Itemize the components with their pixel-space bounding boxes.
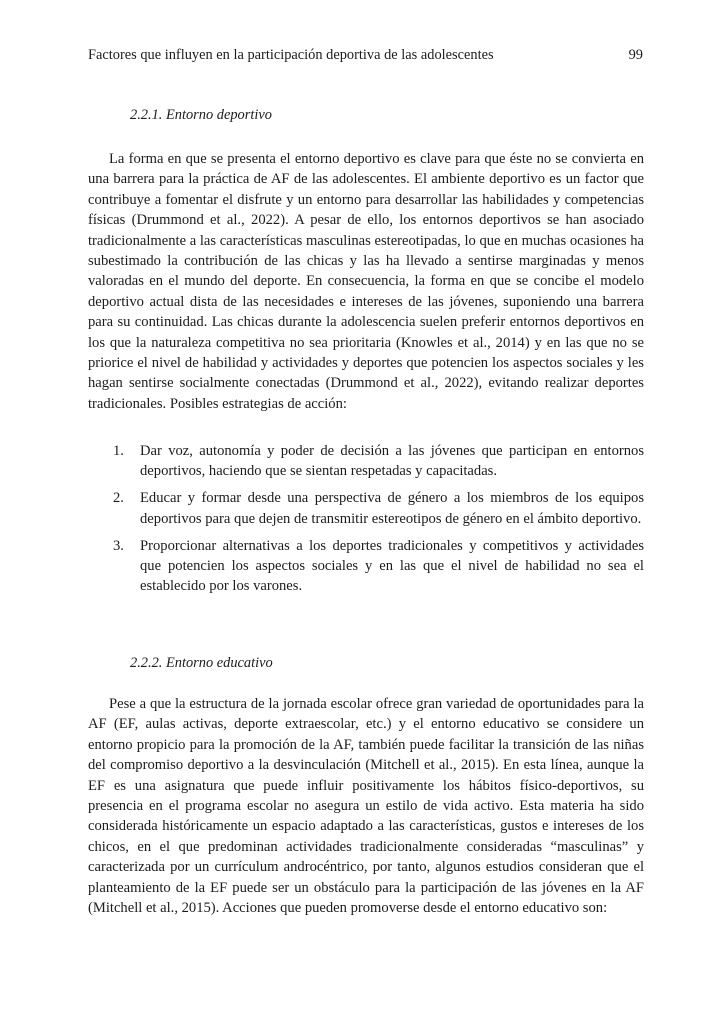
list-item-number: 1.	[113, 443, 124, 459]
page-number: 99	[628, 47, 643, 63]
list-item	[88, 441, 644, 482]
list-item	[88, 488, 644, 529]
list-item-number: 2.	[113, 490, 124, 507]
list-item-text: Educar y formar desde una perspectiva de género a los miembros de los equipos deportivos para que dejen de transmitir estereotipos de género en el ámbito deportivo.	[140, 490, 644, 527]
section-heading-entorno-educativo: 2.2.2. Entorno educativo	[130, 655, 273, 671]
running-title: Factores que influyen en la participación deportiva de las adolescentes	[88, 47, 494, 63]
body-paragraph-entorno-educativo: Pese a que la estructura de la jornada escolar ofrece gran variedad de oportunidades para la AF (EF, aulas activas, deporte extraescolar, etc.) y el entorno educativo se considere un entorno propicio para la promoción de la AF, también puede facilitar la transición de las niñas del compromiso deportivo a la desvinculación (Mitchell et al., 2015). En esta línea, aunque la EF es una asignatura que puede influir positivamente los hábitos físico-deportivos, su presencia en el programa escolar no asegura un estilo de vida activo. Esta materia ha sido considerada históricamente un espacio adaptado a las características, gustos e intereses de los chicos, en el que predominan actividades tradicionalmente consideradas “masculinas” y caracterizada por un currículum androcéntrico, por tanto, algunos estudios consideran que el planteamiento de la EF puede ser un obstáculo para la participación de las jóvenes en la AF (Mitchell et al., 2015). Acciones que pueden promoverse desde el entorno educativo son:	[88, 696, 644, 917]
section-heading-entorno-deportivo: 2.2.1. Entorno deportivo	[130, 107, 272, 123]
list-item-text: Proporcionar alternativas a los deportes tradicionales y competitivos y actividades que potencien los aspectos sociales y en las que el nivel de habilidad no sea el establecido por los varones.	[140, 537, 644, 595]
running-header	[88, 46, 643, 64]
body-paragraph-entorno-deportivo: La forma en que se presenta el entorno deportivo es clave para que éste no se convierta en una barrera para la práctica de AF de las adolescentes. El ambiente deportivo es un factor que contribuye a fomentar el disfrute y un entorno para desarrollar las habilidades y competencias físicas (Drummond et al., 2022). A pesar de ello, los entornos deportivos se han asociado tradicionalmente a las características masculinas estereotipadas, lo que en muchas ocasiones ha subestimado la contribución de las chicas y las ha llevado a sentirse marginadas y menos valoradas en el mundo del deporte. En consecuencia, la forma en que se concibe el modelo deportivo actual dista de las necesidades e intereses de las jóvenes, suponiendo una barrera para su continuidad. Las chicas durante la adolescencia suelen preferir entornos deportivos en los que la naturaleza competitiva no sea prioritaria (Knowles et al., 2014) y en las que no se priorice el nivel de habilidad y actividades y deportes que potencien los aspectos sociales y les hagan sentirse socialmente conectadas (Drummond et al., 2022), evitando realizar deportes tradicionales. Posibles estrategias de acción:	[88, 151, 644, 412]
list-item-text: Dar voz, autonomía y poder de decisión a las jóvenes que participan en entornos deportivos, haciendo que se sientan respetadas y capacitadas.	[140, 443, 644, 480]
list-item-number: 3.	[113, 537, 124, 554]
strategy-list	[88, 441, 644, 603]
list-item	[88, 536, 644, 597]
